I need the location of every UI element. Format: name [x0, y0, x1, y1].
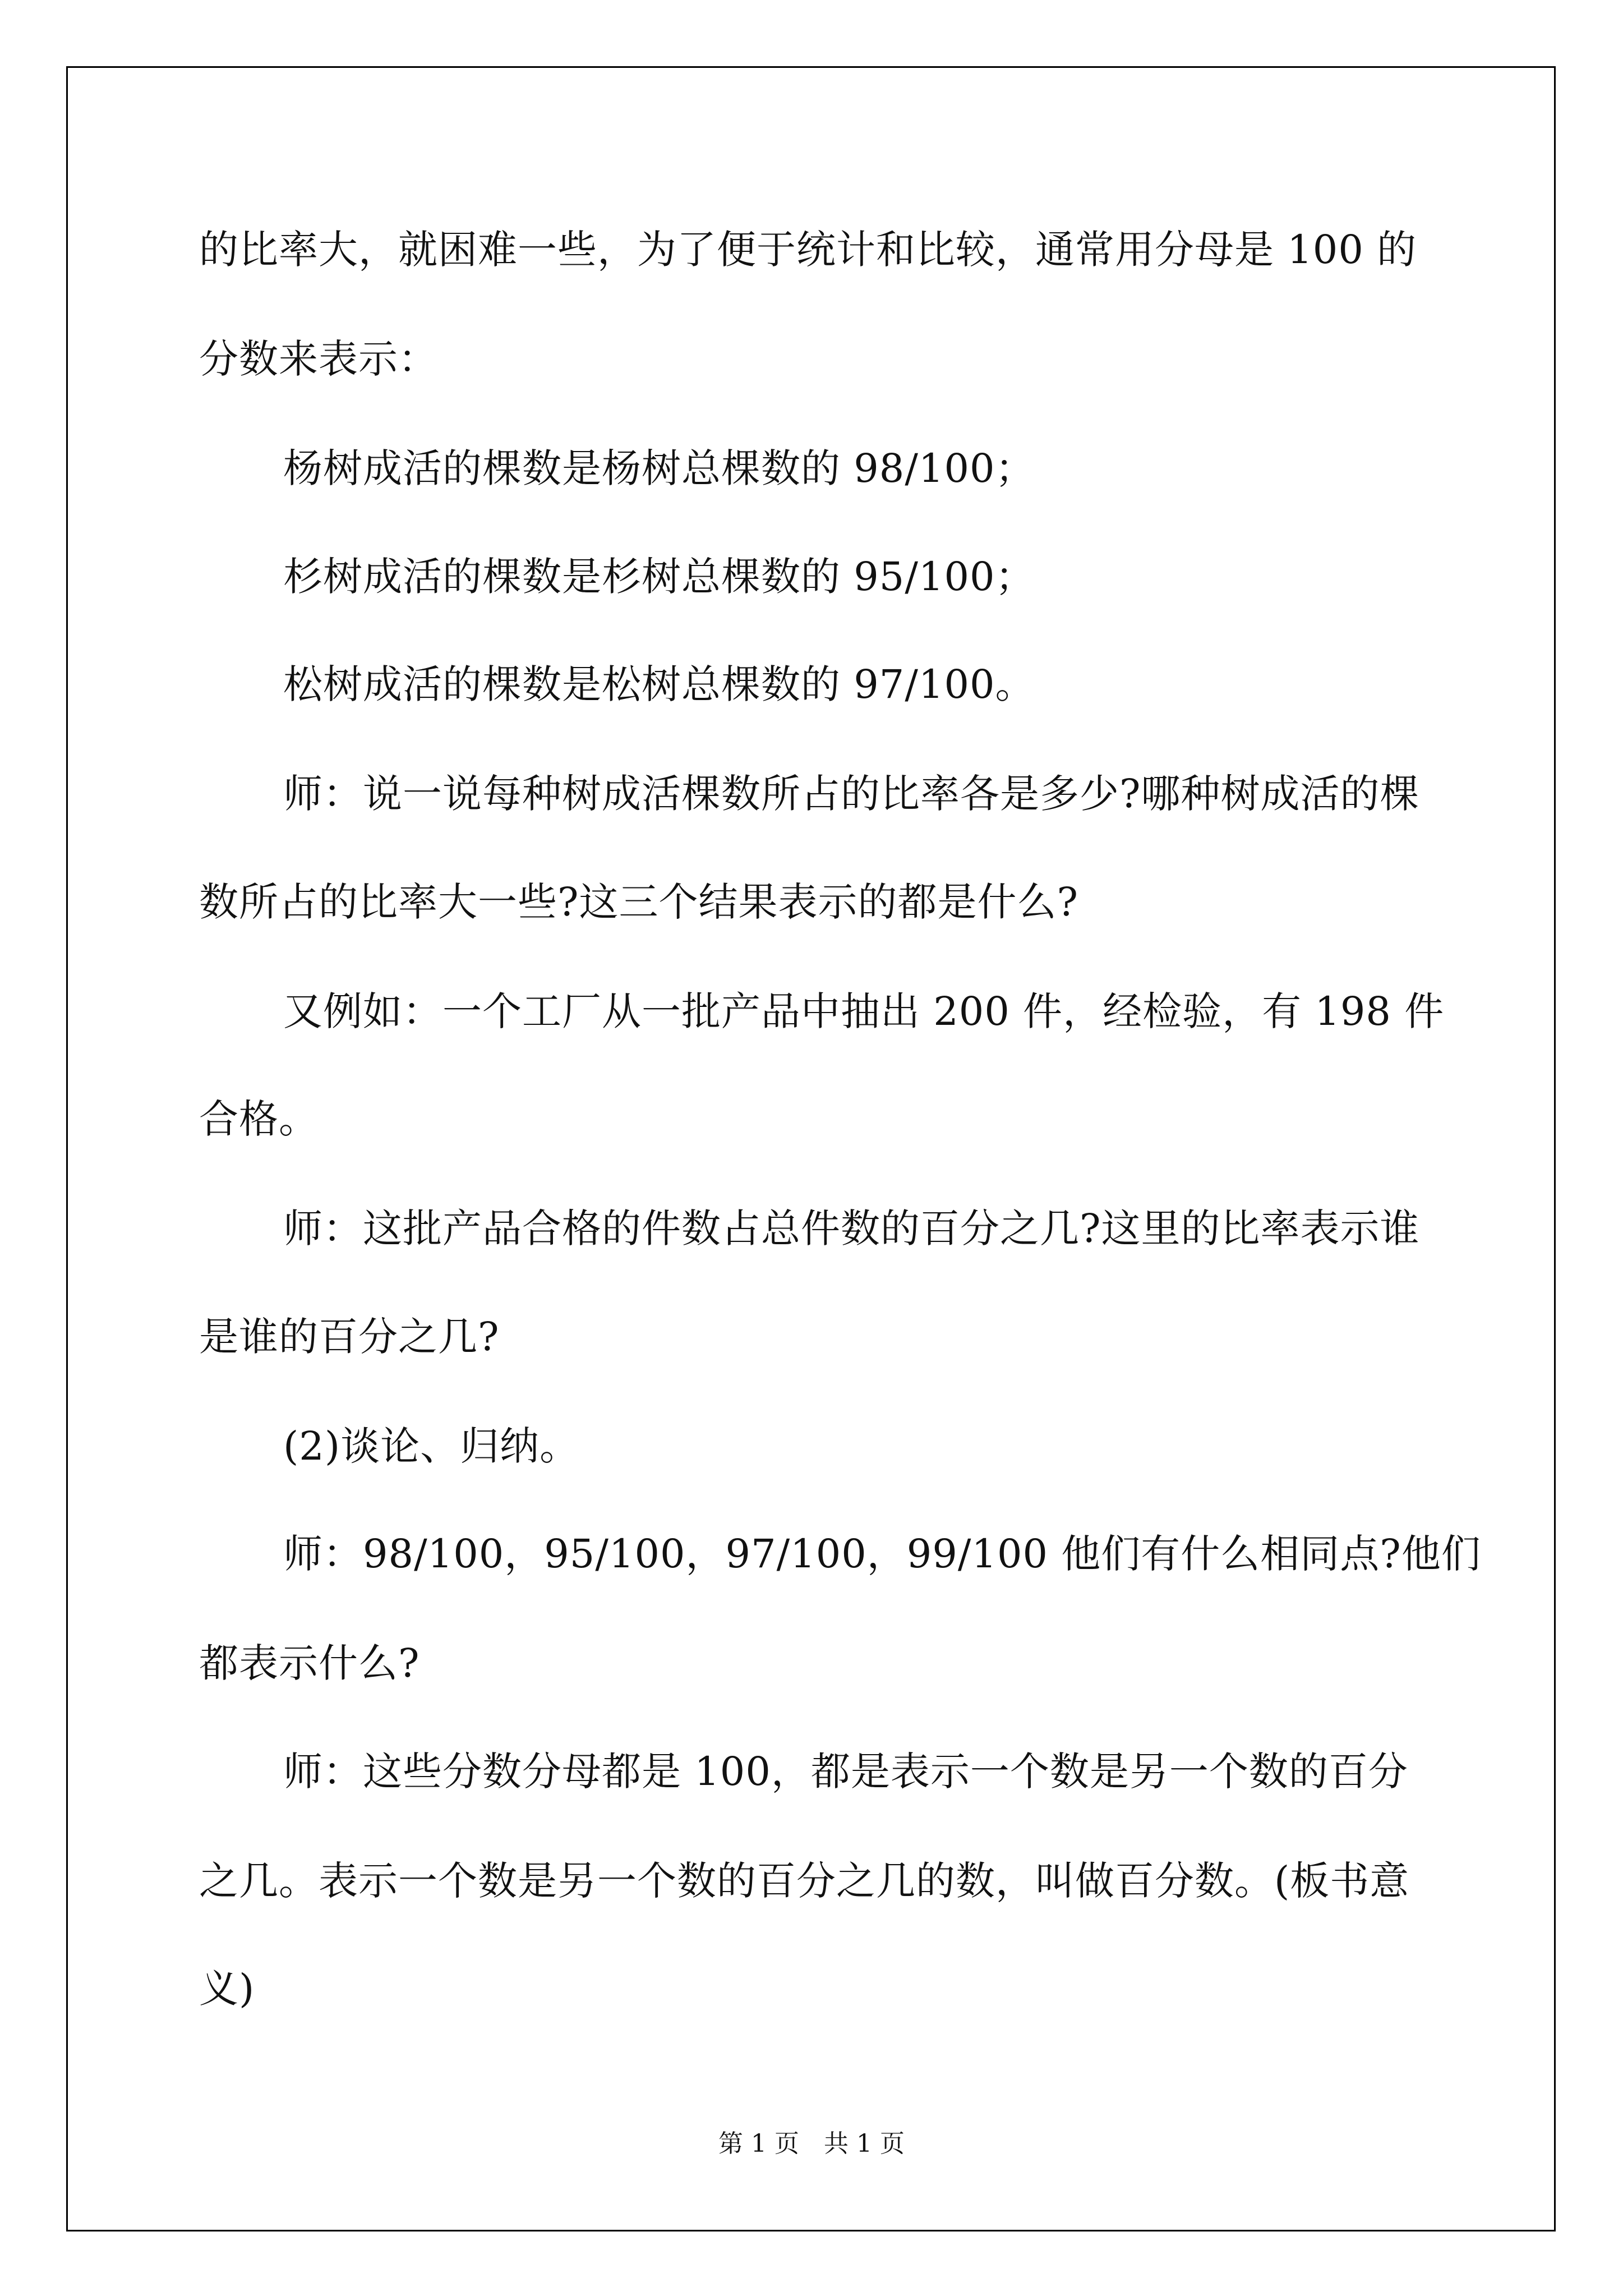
text-line: 师：这批产品合格的件数占总件数的百分之几?这里的比率表示谁 [283, 1205, 1420, 1251]
text-line: 松树成活的棵数是松树总棵数的 97/100。 [283, 661, 1035, 707]
page-number-footer: 第 1 页 共 1 页 [718, 2129, 905, 2158]
text-line: 义) [199, 1966, 255, 2012]
text-line: 杉树成活的棵数是杉树总棵数的 95/100； [283, 554, 1035, 600]
text-line: 又例如：一个工厂从一批产品中抽出 200 件，经检验，有 198 件 [283, 988, 1445, 1034]
text-line: 之几。表示一个数是另一个数的百分之几的数，叫做百分数。(板书意 [199, 1858, 1410, 1904]
page-border [66, 66, 1556, 2231]
text-line: 都表示什么? [199, 1640, 420, 1686]
text-line: 杨树成活的棵数是杨树总棵数的 98/100； [283, 445, 1035, 491]
text-line: 合格。 [199, 1096, 319, 1142]
text-line: 分数来表示： [199, 336, 438, 382]
text-line: 的比率大，就困难一些，为了便于统计和比较，通常用分母是 100 的 [199, 227, 1417, 273]
text-line: 数所占的比率大一些?这三个结果表示的都是什么? [199, 879, 1079, 925]
text-line: 师：这些分数分母都是 100，都是表示一个数是另一个数的百分 [283, 1749, 1408, 1795]
text-line: 师：说一说每种树成活棵数所占的比率各是多少?哪种树成活的棵 [283, 771, 1420, 817]
text-line: 师：98/100，95/100，97/100，99/100 他们有什么相同点?他们 [283, 1531, 1481, 1577]
text-line: (2)谈论、归纳。 [283, 1423, 580, 1469]
text-line: 是谁的百分之几? [199, 1314, 500, 1360]
